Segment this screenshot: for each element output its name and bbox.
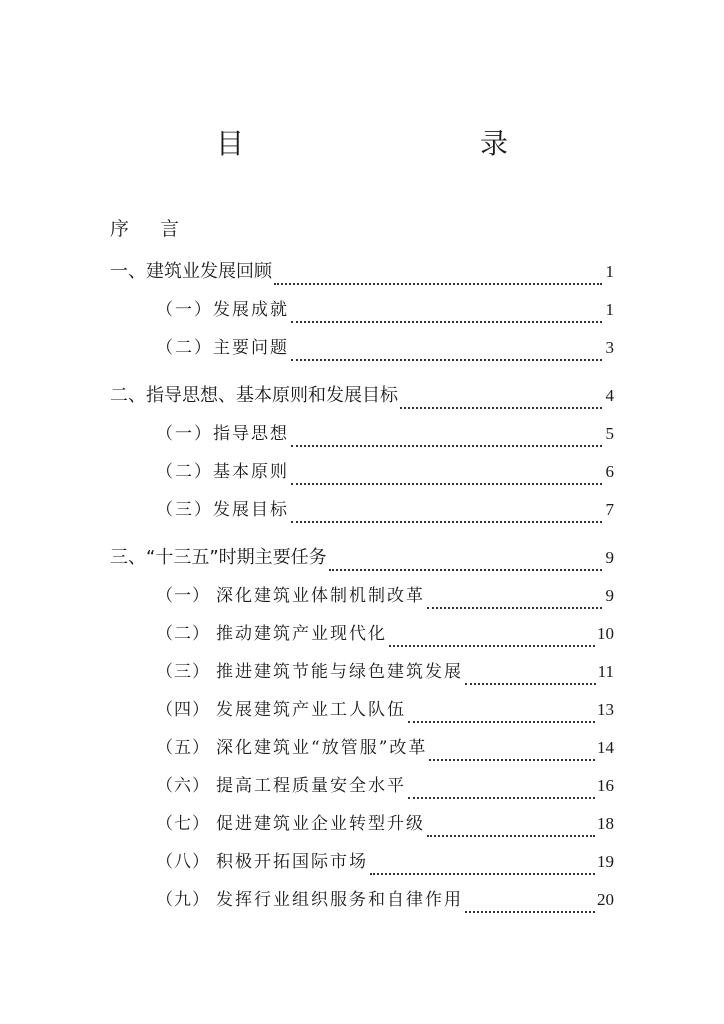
toc-subsection-label: 深化建筑业“放管服”改革 — [216, 738, 428, 758]
toc-subsection-label: （二）基本原则 — [156, 462, 289, 482]
toc-leader-dots — [408, 796, 595, 799]
toc-leader-dots — [329, 568, 602, 571]
toc-subsection-label: （一）发展成就 — [156, 300, 289, 320]
toc-page-number: 14 — [597, 738, 614, 757]
toc-subsection-3-1[interactable] — [110, 584, 614, 622]
toc-section-label: 一、建筑业发展回顾 — [110, 261, 272, 282]
toc-section-1[interactable] — [110, 260, 614, 298]
toc-leader-dots — [427, 606, 602, 609]
toc-subsection-number: （九） — [156, 890, 210, 910]
toc-page-number: 20 — [597, 890, 614, 909]
toc-subsection-3-6[interactable] — [110, 774, 614, 812]
toc-page-number: 18 — [597, 814, 614, 833]
toc-subsection-number: （三） — [156, 662, 210, 682]
toc-page-number: 7 — [605, 500, 614, 519]
toc-page-number: 9 — [605, 548, 614, 567]
toc-subsection-label: 推动建筑产业现代化 — [216, 624, 387, 644]
toc-subsection-2-3[interactable] — [110, 498, 614, 536]
toc-subsection-number: （六） — [156, 776, 210, 796]
toc-subsection-2-2[interactable] — [110, 460, 614, 498]
toc-leader-dots — [408, 720, 595, 723]
toc-leader-dots — [465, 910, 595, 913]
toc-page-number: 6 — [605, 462, 614, 481]
table-of-contents — [110, 214, 614, 926]
toc-subsection-label: （三）发展目标 — [156, 500, 289, 520]
toc-subsection-3-9[interactable] — [110, 888, 614, 926]
toc-page-number: 16 — [597, 776, 614, 795]
toc-section-3[interactable] — [110, 546, 614, 584]
toc-page-number: 5 — [605, 424, 614, 443]
toc-subsection-label: 提高工程质量安全水平 — [216, 776, 406, 796]
toc-subsection-label: （二）主要问题 — [156, 338, 289, 358]
toc-page-number: 1 — [605, 262, 614, 281]
toc-subsection-number: （四） — [156, 700, 210, 720]
toc-subsection-label: （一）指导思想 — [156, 424, 289, 444]
page-title: 目 录 — [215, 127, 568, 160]
toc-subsection-label: 促进建筑业企业转型升级 — [216, 814, 425, 834]
preface-char-1: 序 — [110, 218, 130, 240]
toc-subsection-label: 推进建筑节能与绿色建筑发展 — [216, 662, 463, 682]
toc-section-label: 二、指导思想、基本原则和发展目标 — [110, 385, 398, 406]
toc-subsection-3-5[interactable] — [110, 736, 614, 774]
toc-subsection-number: （五） — [156, 738, 210, 758]
toc-page-number: 4 — [605, 386, 614, 405]
toc-subsection-2-1[interactable] — [110, 422, 614, 460]
toc-subsection-label: 发展建筑产业工人队伍 — [216, 700, 406, 720]
toc-subsection-3-7[interactable] — [110, 812, 614, 850]
toc-leader-dots — [370, 872, 595, 875]
toc-leader-dots — [427, 834, 595, 837]
toc-page-number: 10 — [597, 624, 614, 643]
toc-entries — [110, 260, 614, 926]
toc-subsection-1-1[interactable] — [110, 298, 614, 336]
toc-section-2[interactable] — [110, 384, 614, 422]
toc-leader-dots — [291, 444, 602, 447]
toc-subsection-number: （七） — [156, 814, 210, 834]
toc-subsection-3-4[interactable] — [110, 698, 614, 736]
toc-preface[interactable] — [110, 214, 614, 246]
toc-page-number: 13 — [597, 700, 614, 719]
preface-char-2: 言 — [160, 218, 180, 240]
toc-subsection-label: 深化建筑业体制机制改革 — [216, 586, 425, 606]
toc-page-number: 1 — [605, 300, 614, 319]
toc-leader-dots — [429, 758, 595, 761]
toc-page-number: 9 — [605, 586, 614, 605]
toc-subsection-number: （二） — [156, 624, 210, 644]
toc-leader-dots — [291, 482, 602, 485]
toc-subsection-number: （八） — [156, 852, 210, 872]
toc-page-number: 19 — [597, 852, 614, 871]
toc-leader-dots — [400, 406, 602, 409]
toc-subsection-number: （一） — [156, 586, 210, 606]
toc-leader-dots — [389, 644, 595, 647]
toc-leader-dots — [291, 358, 602, 361]
toc-page-number: 11 — [597, 662, 614, 681]
toc-subsection-label: 发挥行业组织服务和自律作用 — [216, 890, 463, 910]
toc-subsection-1-2[interactable] — [110, 336, 614, 374]
toc-subsection-3-2[interactable] — [110, 622, 614, 660]
toc-page-number: 3 — [605, 338, 614, 357]
toc-leader-dots — [291, 320, 602, 323]
toc-leader-dots — [465, 682, 596, 685]
toc-section-label: 三、“十三五”时期主要任务 — [110, 547, 327, 568]
toc-leader-dots — [274, 282, 602, 285]
toc-subsection-3-8[interactable] — [110, 850, 614, 888]
toc-subsection-label: 积极开拓国际市场 — [216, 852, 368, 872]
toc-leader-dots — [291, 520, 602, 523]
toc-subsection-3-3[interactable] — [110, 660, 614, 698]
